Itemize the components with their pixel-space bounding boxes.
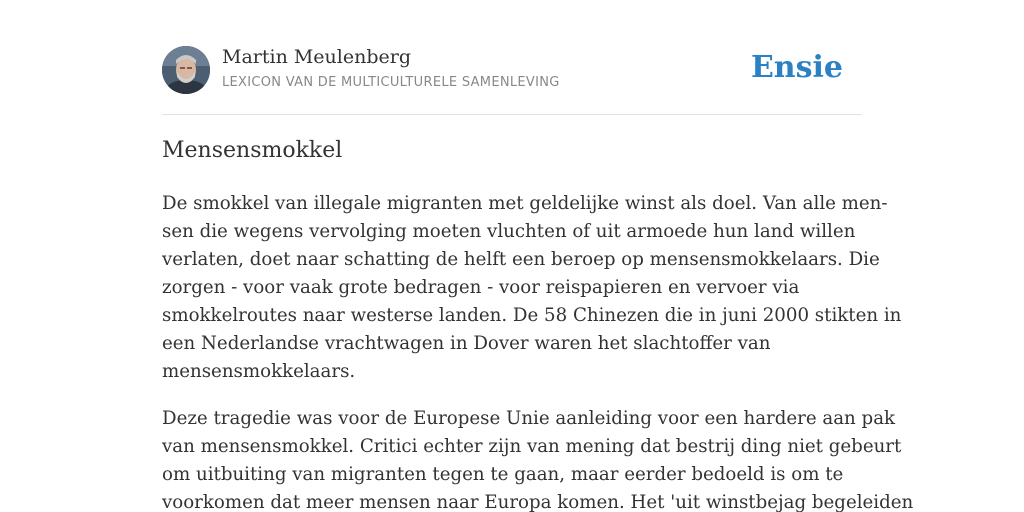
text-line: mensensmokkelaars. xyxy=(162,361,356,382)
lexicon-name[interactable]: LEXICON VAN DE MULTICULTURELE SAMENLEVING xyxy=(222,75,560,90)
text-line: voorkomen dat meer mensen naar Europa komen. Het 'uit winstbejag begeleiden xyxy=(162,492,914,512)
article-body xyxy=(162,190,914,512)
text-line: Deze tragedie was voor de Europese Unie aanleiding voor een hardere aan pak xyxy=(162,408,896,429)
paragraph-2 xyxy=(162,405,914,512)
text-line: De smokkel van illegale migranten met geldelijke winst als doel. Van alle men- xyxy=(162,193,888,214)
paragraph-1 xyxy=(162,190,902,386)
author-avatar[interactable] xyxy=(162,46,210,94)
text-line: zorgen - voor vaak grote bedragen - voor reispapieren en vervoer via xyxy=(162,277,800,298)
article-header xyxy=(162,46,862,115)
author-name[interactable]: Martin Meulenberg xyxy=(222,46,411,68)
text-line: sen die wegens vervolging moeten vluchten of uit armoede hun land willen xyxy=(162,221,856,242)
article-title: Mensensmokkel xyxy=(162,138,343,163)
avatar-portrait-icon xyxy=(162,46,210,94)
text-line: een Nederlandse vrachtwagen in Dover waren het slachtoffer van xyxy=(162,333,771,354)
text-line: van mensensmokkel. Critici echter zijn van mening dat bestrij ding niet gebeurt xyxy=(162,436,902,457)
text-line: om uitbuiting van migranten tegen te gaan, maar eerder bedoeld is om te xyxy=(162,464,844,485)
ensie-logo[interactable]: Ensie xyxy=(750,50,843,85)
text-line: verlaten, doet naar schatting de helft een beroep op mensensmokkelaars. Die xyxy=(162,249,880,270)
text-line: smokkelroutes naar westerse landen. De 58 Chinezen die in juni 2000 stikten in xyxy=(162,305,902,326)
